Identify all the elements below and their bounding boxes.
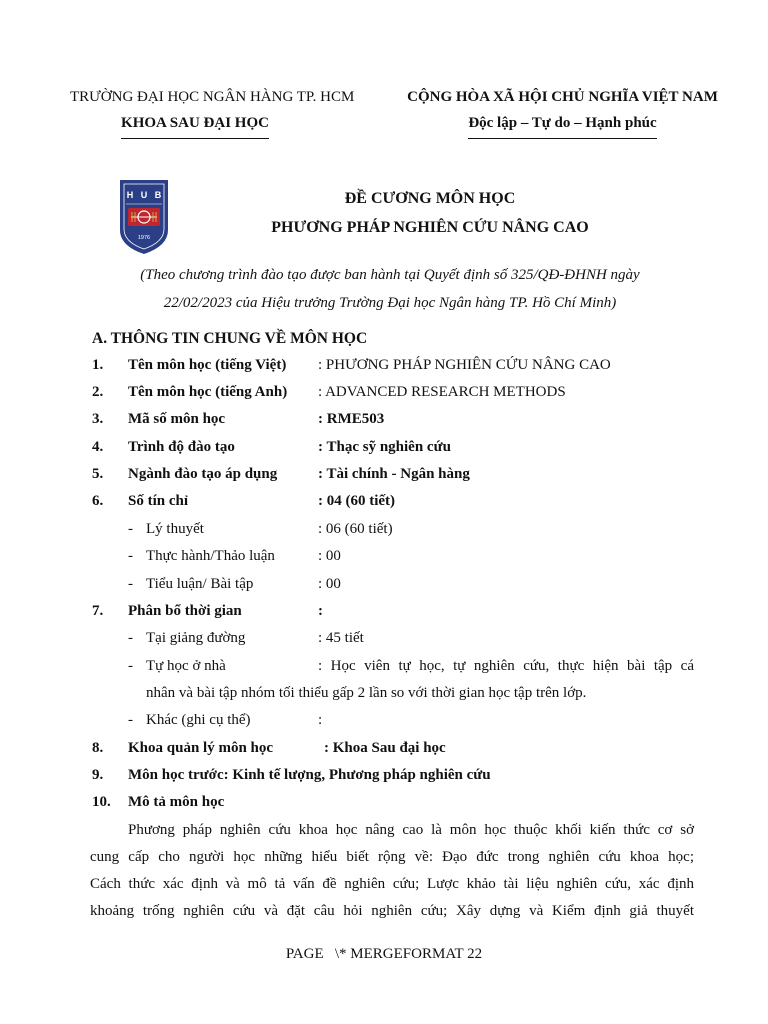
sub-label: Tại giảng đường — [146, 630, 246, 646]
section-heading: A. THÔNG TIN CHUNG VỀ MÔN HỌC — [92, 330, 368, 347]
university-name: TRƯỜNG ĐẠI HỌC NGÂN HÀNG TP. HCM — [70, 89, 355, 105]
sub-value: : 45 tiết — [318, 630, 364, 646]
sub-value: : 00 — [318, 548, 341, 564]
logo-letter: B — [154, 190, 162, 200]
sub-label: Tự học ở nhà — [146, 658, 226, 674]
item-label: Ngành đào tạo áp dụng — [128, 466, 278, 482]
institution-header — [70, 84, 355, 139]
logo-letter: H — [126, 190, 134, 200]
sub-label: Lý thuyết — [146, 521, 204, 537]
description-line: Cách thức xác định và mô tả vấn đề nghiên cứu; Lược khảo tài liệu nghiên cứu, xác định — [90, 876, 694, 892]
info-row — [0, 767, 768, 794]
sub-row — [0, 630, 768, 657]
document-title: ĐỀ CƯƠNG MÔN HỌC — [344, 190, 516, 207]
item-number: 2. — [92, 384, 104, 400]
item-label: Phân bổ thời gian — [128, 603, 242, 619]
item-value: : 04 (60 tiết) — [318, 493, 396, 509]
sub-row — [0, 712, 768, 739]
item-label: Mã số môn học — [128, 411, 226, 427]
description-line: Phương pháp nghiên cứu khoa học nâng cao là môn học thuộc khối kiến thức cơ sở — [128, 822, 694, 838]
subtitle-line: (Theo chương trình đào tạo được ban hành tại Quyết định số 325/QĐ-ĐHNH ngày — [140, 267, 640, 283]
bullet-dash: - — [128, 548, 133, 564]
course-title: PHƯƠNG PHÁP NGHIÊN CỨU NÂNG CAO — [271, 219, 589, 236]
item-value: : PHƯƠNG PHÁP NGHIÊN CỨU NÂNG CAO — [318, 357, 611, 373]
sub-label: Tiểu luận/ Bài tập — [146, 576, 254, 592]
item-number: 3. — [92, 411, 104, 427]
item-value: : ADVANCED RESEARCH METHODS — [318, 384, 566, 400]
logo-year: 1976 — [137, 235, 151, 241]
sub-row — [0, 658, 768, 685]
item-value: : Thạc sỹ nghiên cứu — [318, 439, 451, 455]
info-row — [0, 794, 768, 821]
sub-label: Thực hành/Thảo luận — [146, 548, 275, 564]
sub-value: : 06 (60 tiết) — [318, 521, 393, 537]
item-label: Tên môn học (tiếng Việt) — [128, 357, 287, 373]
sub-value-continuation: nhân và bài tập nhóm tối thiểu gấp 2 lần so với thời gian học tập trên lớp. — [146, 685, 587, 701]
item-value: : Tài chính - Ngân hàng — [318, 466, 470, 482]
continuation-row — [0, 685, 768, 712]
bullet-dash: - — [128, 712, 133, 728]
bullet-dash: - — [128, 576, 133, 592]
national-title: CỘNG HÒA XÃ HỘI CHỦ NGHĨA VIỆT NAM — [407, 89, 718, 105]
item-number: 5. — [92, 466, 104, 482]
logo-letter: U — [140, 190, 148, 200]
item-label: Số tín chỉ — [128, 493, 189, 509]
info-row — [0, 384, 768, 411]
subtitle-line: 22/02/2023 của Hiệu trưởng Trường Đại học Ngân hàng TP. Hồ Chí Minh) — [163, 295, 617, 311]
info-row — [0, 357, 768, 384]
info-row — [0, 493, 768, 520]
bullet-dash: - — [128, 521, 133, 537]
item-label: Khoa quản lý môn học — [128, 740, 274, 756]
item-number: 4. — [92, 439, 104, 455]
sub-value: : 00 — [318, 576, 341, 592]
national-motto: Độc lập – Tự do – Hạnh phúc — [468, 110, 656, 139]
item-number: 10. — [92, 794, 111, 810]
national-header — [405, 84, 720, 139]
faculty-name: KHOA SAU ĐẠI HỌC — [121, 110, 269, 139]
info-row — [0, 411, 768, 438]
page-footer: PAGE \* MERGEFORMAT 22 — [285, 946, 483, 962]
item-number: 6. — [92, 493, 104, 509]
item-label: Tên môn học (tiếng Anh) — [128, 384, 288, 400]
info-row — [0, 603, 768, 630]
item-number: 7. — [92, 603, 104, 619]
bullet-dash: - — [128, 658, 133, 674]
info-row — [0, 439, 768, 466]
info-row — [0, 740, 768, 767]
item-value: : RME503 — [318, 411, 385, 427]
item-value: : — [318, 603, 323, 619]
item-number: 9. — [92, 767, 104, 783]
item-number: 1. — [92, 357, 104, 373]
item-label: Môn học trước: Kinh tế lượng, Phương pháp nghiên cứu — [128, 767, 491, 783]
item-number: 8. — [92, 740, 104, 756]
item-label: Mô tả môn học — [128, 794, 225, 810]
sub-row — [0, 521, 768, 548]
description-line: khoảng trống nghiên cứu và đặt câu hỏi nghiên cứu; Xây dựng và Kiểm định giả thuyết — [90, 903, 694, 919]
item-label: Trình độ đào tạo — [128, 439, 235, 455]
info-row — [0, 466, 768, 493]
sub-value: : — [318, 712, 323, 728]
hub-logo-icon — [118, 178, 170, 256]
description-line: cung cấp cho người học những hiểu biết rộng về: Đạo đức trong nghiên cứu khoa học; — [90, 849, 694, 865]
sub-label: Khác (ghi cụ thể) — [146, 712, 251, 728]
bullet-dash: - — [128, 630, 133, 646]
sub-row — [0, 576, 768, 603]
sub-row — [0, 548, 768, 575]
item-value: : Khoa Sau đại học — [324, 740, 446, 756]
sub-value: : Học viên tự học, tự nghiên cứu, thực hiện bài tập cá — [318, 658, 694, 674]
